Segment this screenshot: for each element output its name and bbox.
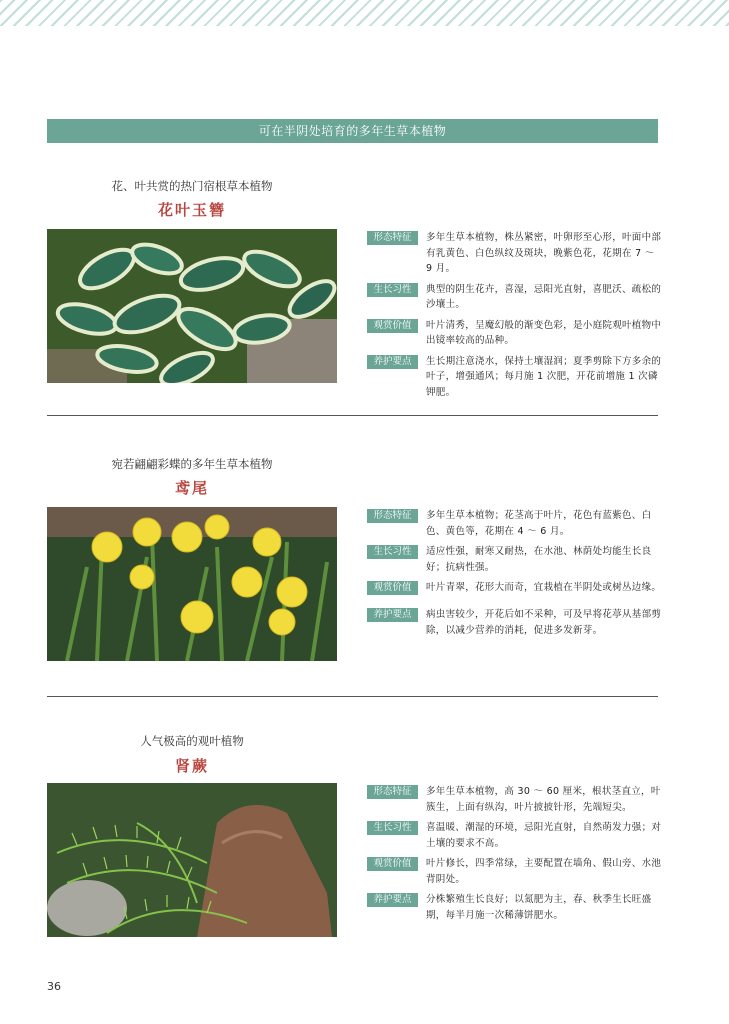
tag-label: 观赏价值 (367, 581, 418, 595)
info-row-habit (367, 820, 662, 851)
tag-label: 养护要点 (367, 608, 418, 622)
hosta-photo (47, 229, 337, 383)
info-row-ornamental (367, 580, 662, 602)
info-text: 叶片青翠，花形大而奇，宜栽植在半阴处或树丛边缘。 (426, 582, 662, 593)
section-divider (47, 696, 658, 697)
tag-label: 生长习性 (367, 545, 418, 559)
info-row-morphology (367, 784, 662, 815)
info-row-ornamental (367, 318, 662, 349)
tag-label: 生长习性 (367, 821, 418, 835)
tag-label: 形态特征 (367, 231, 418, 245)
info-text: 适应性强，耐寒又耐热，在水池、林荫处均能生长良好；抗病性强。 (426, 546, 652, 573)
plant-info (367, 508, 662, 643)
tag-label: 观赏价值 (367, 319, 418, 333)
info-text: 叶片修长，四季常绿，主要配置在墙角、假山旁、水池背阴处。 (426, 858, 662, 885)
info-row-habit (367, 544, 662, 575)
plant-subtitle: 花、叶共赏的热门宿根草本植物 (111, 179, 273, 193)
info-row-habit (367, 282, 662, 313)
info-text: 分株繁殖生长良好；以氮肥为主，春、秋季生长旺盛期，每半月施一次稀薄饼肥水。 (426, 894, 652, 921)
tag-label: 养护要点 (367, 893, 418, 907)
iris-photo (47, 507, 337, 661)
section-divider (47, 415, 658, 416)
info-row-morphology (367, 230, 662, 277)
info-text: 生长期注意浇水，保持土壤湿润；夏季剪除下方多余的叶子，增强通风；每月施 1 次肥，开花前增施 1 次磷钾肥。 (426, 355, 662, 398)
info-text: 叶片清秀，呈魔幻般的渐变色彩，是小庭院观叶植物中出镜率较高的品种。 (426, 319, 662, 346)
tag-label: 生长习性 (367, 283, 418, 297)
tag-label: 形态特征 (367, 509, 418, 523)
plant-name: 肾蕨 (174, 757, 209, 775)
info-text: 喜温暖、潮湿的环境，忌阳光直射，自然萌发力强；对土壤的要求不高。 (426, 822, 662, 849)
tag-label: 养护要点 (367, 355, 418, 369)
info-text: 多年生草本植物；花茎高于叶片，花色有蓝紫色、白色、黄色等，花期在 4 ～ 6 月。 (426, 510, 652, 537)
info-row-ornamental (367, 856, 662, 887)
plant-subtitle: 人气极高的观叶植物 (140, 734, 244, 748)
info-row-care (367, 607, 662, 638)
info-text: 多年生草本植物，高 30 ～ 60 厘米，根状茎直立，叶簇生，上面有纵沟，叶片披披针形，先端短尖。 (426, 786, 661, 813)
plant-subtitle: 宛若翩翩彩蝶的多年生草本植物 (111, 457, 273, 471)
tag-label: 观赏价值 (367, 857, 418, 871)
plant-info (367, 784, 662, 928)
info-row-care (367, 892, 662, 923)
info-text: 病虫害较少，开花后如不采种，可及早将花葶从基部剪除，以减少营养的消耗，促进多发新芽。 (426, 609, 662, 636)
section-banner: 可在半阴处培育的多年生草本植物 (47, 119, 658, 143)
top-stripe-decoration (0, 0, 729, 26)
info-row-care (367, 354, 662, 401)
plant-name: 花叶玉簪 (157, 201, 226, 219)
fern-photo (47, 783, 337, 937)
info-text: 多年生草本植物，株丛紧密，叶卵形至心形，叶面中部有乳黄色、白色纵纹及斑块，晚紫色花，花期在 7 ～ 9 月。 (426, 232, 662, 274)
plant-info (367, 230, 662, 405)
info-row-morphology (367, 508, 662, 539)
info-text: 典型的阴生花卉，喜湿，忌阳光直射，喜肥沃、疏松的沙壤土。 (426, 283, 662, 310)
plant-name: 鸢尾 (174, 479, 209, 497)
page-number: 36 (47, 980, 61, 993)
tag-label: 形态特征 (367, 785, 418, 799)
